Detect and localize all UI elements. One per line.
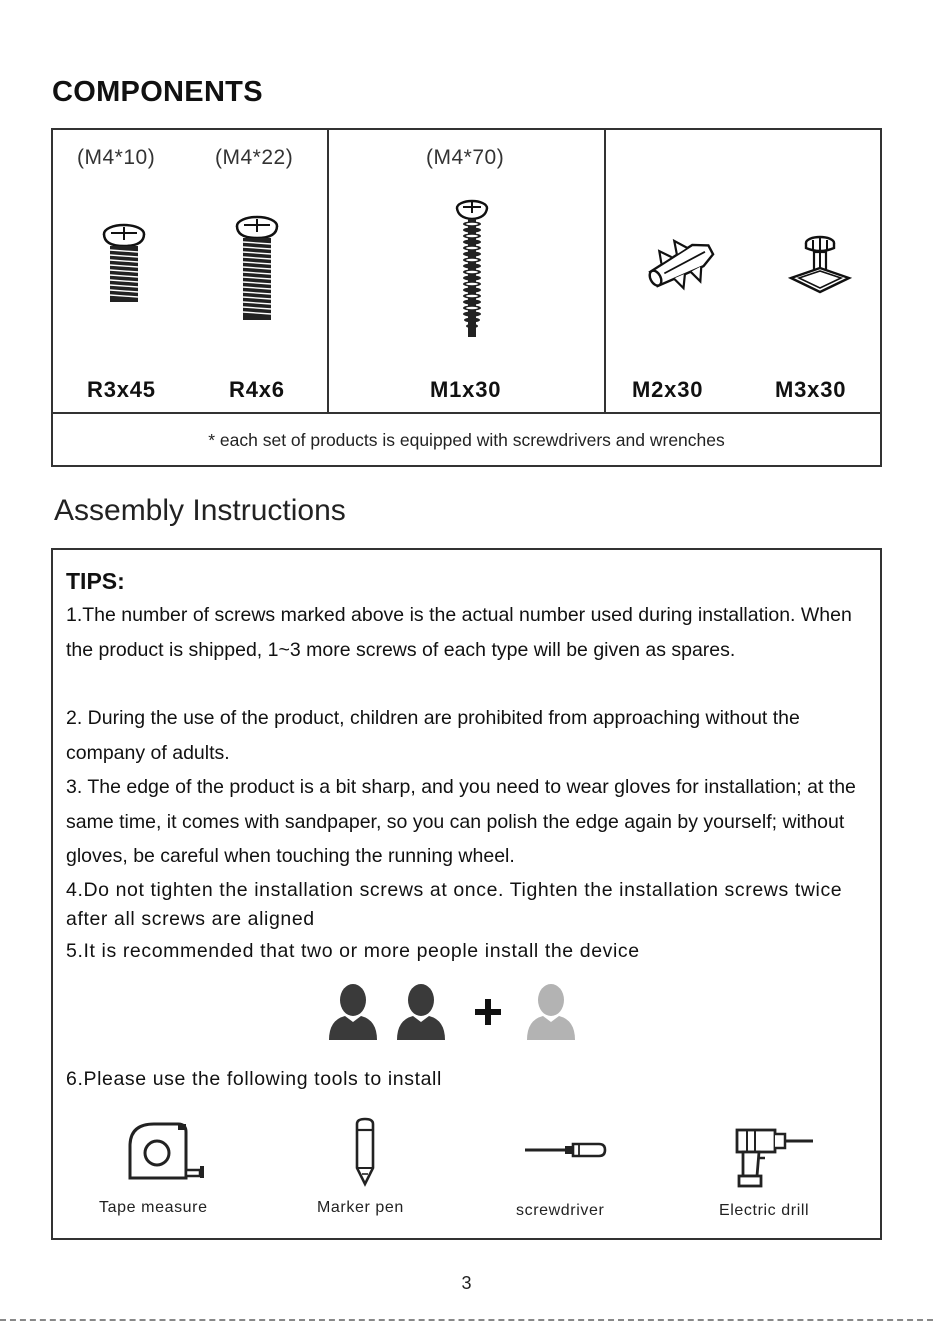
tips-box	[51, 548, 882, 1240]
assembly-heading: Assembly Instructions	[54, 494, 346, 527]
tool-label-tape-measure: Tape measure	[99, 1199, 208, 1216]
components-cell-anchors	[606, 130, 880, 414]
tips-title: TIPS:	[66, 568, 125, 594]
part-size-label: (M4*22)	[215, 146, 294, 169]
part-qty-label: R4x6	[229, 377, 285, 402]
components-heading: COMPONENTS	[52, 76, 263, 108]
components-row	[53, 130, 880, 414]
tip-6: 6.Please use the following tools to install	[66, 1068, 442, 1090]
tool-label-screwdriver: screwdriver	[516, 1202, 605, 1219]
components-cell-long-screw	[329, 130, 606, 414]
part-qty-label: M1x30	[430, 377, 502, 402]
foot-pad-icon	[787, 234, 853, 296]
tip-5: 5.It is recommended that two or more people install the device	[66, 940, 640, 962]
tip-1: 1.The number of screws marked above is the actual number used during installation. When the product is shipped, 1~3 more screws of each type will be given as spares.	[66, 604, 852, 661]
screw-m4x22-icon	[232, 214, 282, 322]
person-optional-icon	[527, 984, 575, 1040]
tip-4: 4.Do not tighten the installation screws at once. Tighten the installation screws twice after all screws are aligned	[66, 879, 843, 930]
electric-drill-icon	[733, 1126, 817, 1188]
tape-measure-icon	[124, 1120, 208, 1184]
part-qty-label: M3x30	[775, 377, 847, 402]
person-icon	[397, 984, 445, 1040]
components-cell-small-screws	[53, 130, 329, 414]
tip-3: 3. The edge of the product is a bit sharp, and you need to wear gloves for installation; at the same time, it comes with sandpaper, so you can polish the edge again by yourself; without gloves, be careful when touching the running wheel.	[66, 776, 856, 867]
part-qty-label: M2x30	[632, 377, 704, 402]
screw-m4x70-icon	[452, 198, 492, 342]
tip-2: 2. During the use of the product, children are prohibited from approaching without the company of adults.	[66, 707, 800, 764]
components-note: * each set of products is equipped with screwdrivers and wrenches	[208, 430, 725, 450]
plus-icon	[475, 999, 501, 1025]
part-qty-label: R3x45	[87, 377, 156, 402]
people-illustration	[325, 982, 585, 1044]
part-size-label: (M4*70)	[426, 146, 505, 169]
bottom-divider	[0, 1319, 933, 1321]
screw-m4x10-icon	[99, 222, 149, 304]
screwdriver-icon	[523, 1138, 607, 1162]
marker-pen-icon	[353, 1116, 377, 1188]
wall-anchor-icon	[642, 234, 722, 294]
page-number: 3	[461, 1273, 472, 1293]
components-table	[51, 128, 882, 467]
tool-label-electric-drill: Electric drill	[719, 1202, 810, 1219]
part-size-label: (M4*10)	[77, 146, 156, 169]
person-icon	[329, 984, 377, 1040]
tool-label-marker-pen: Marker pen	[317, 1199, 404, 1216]
